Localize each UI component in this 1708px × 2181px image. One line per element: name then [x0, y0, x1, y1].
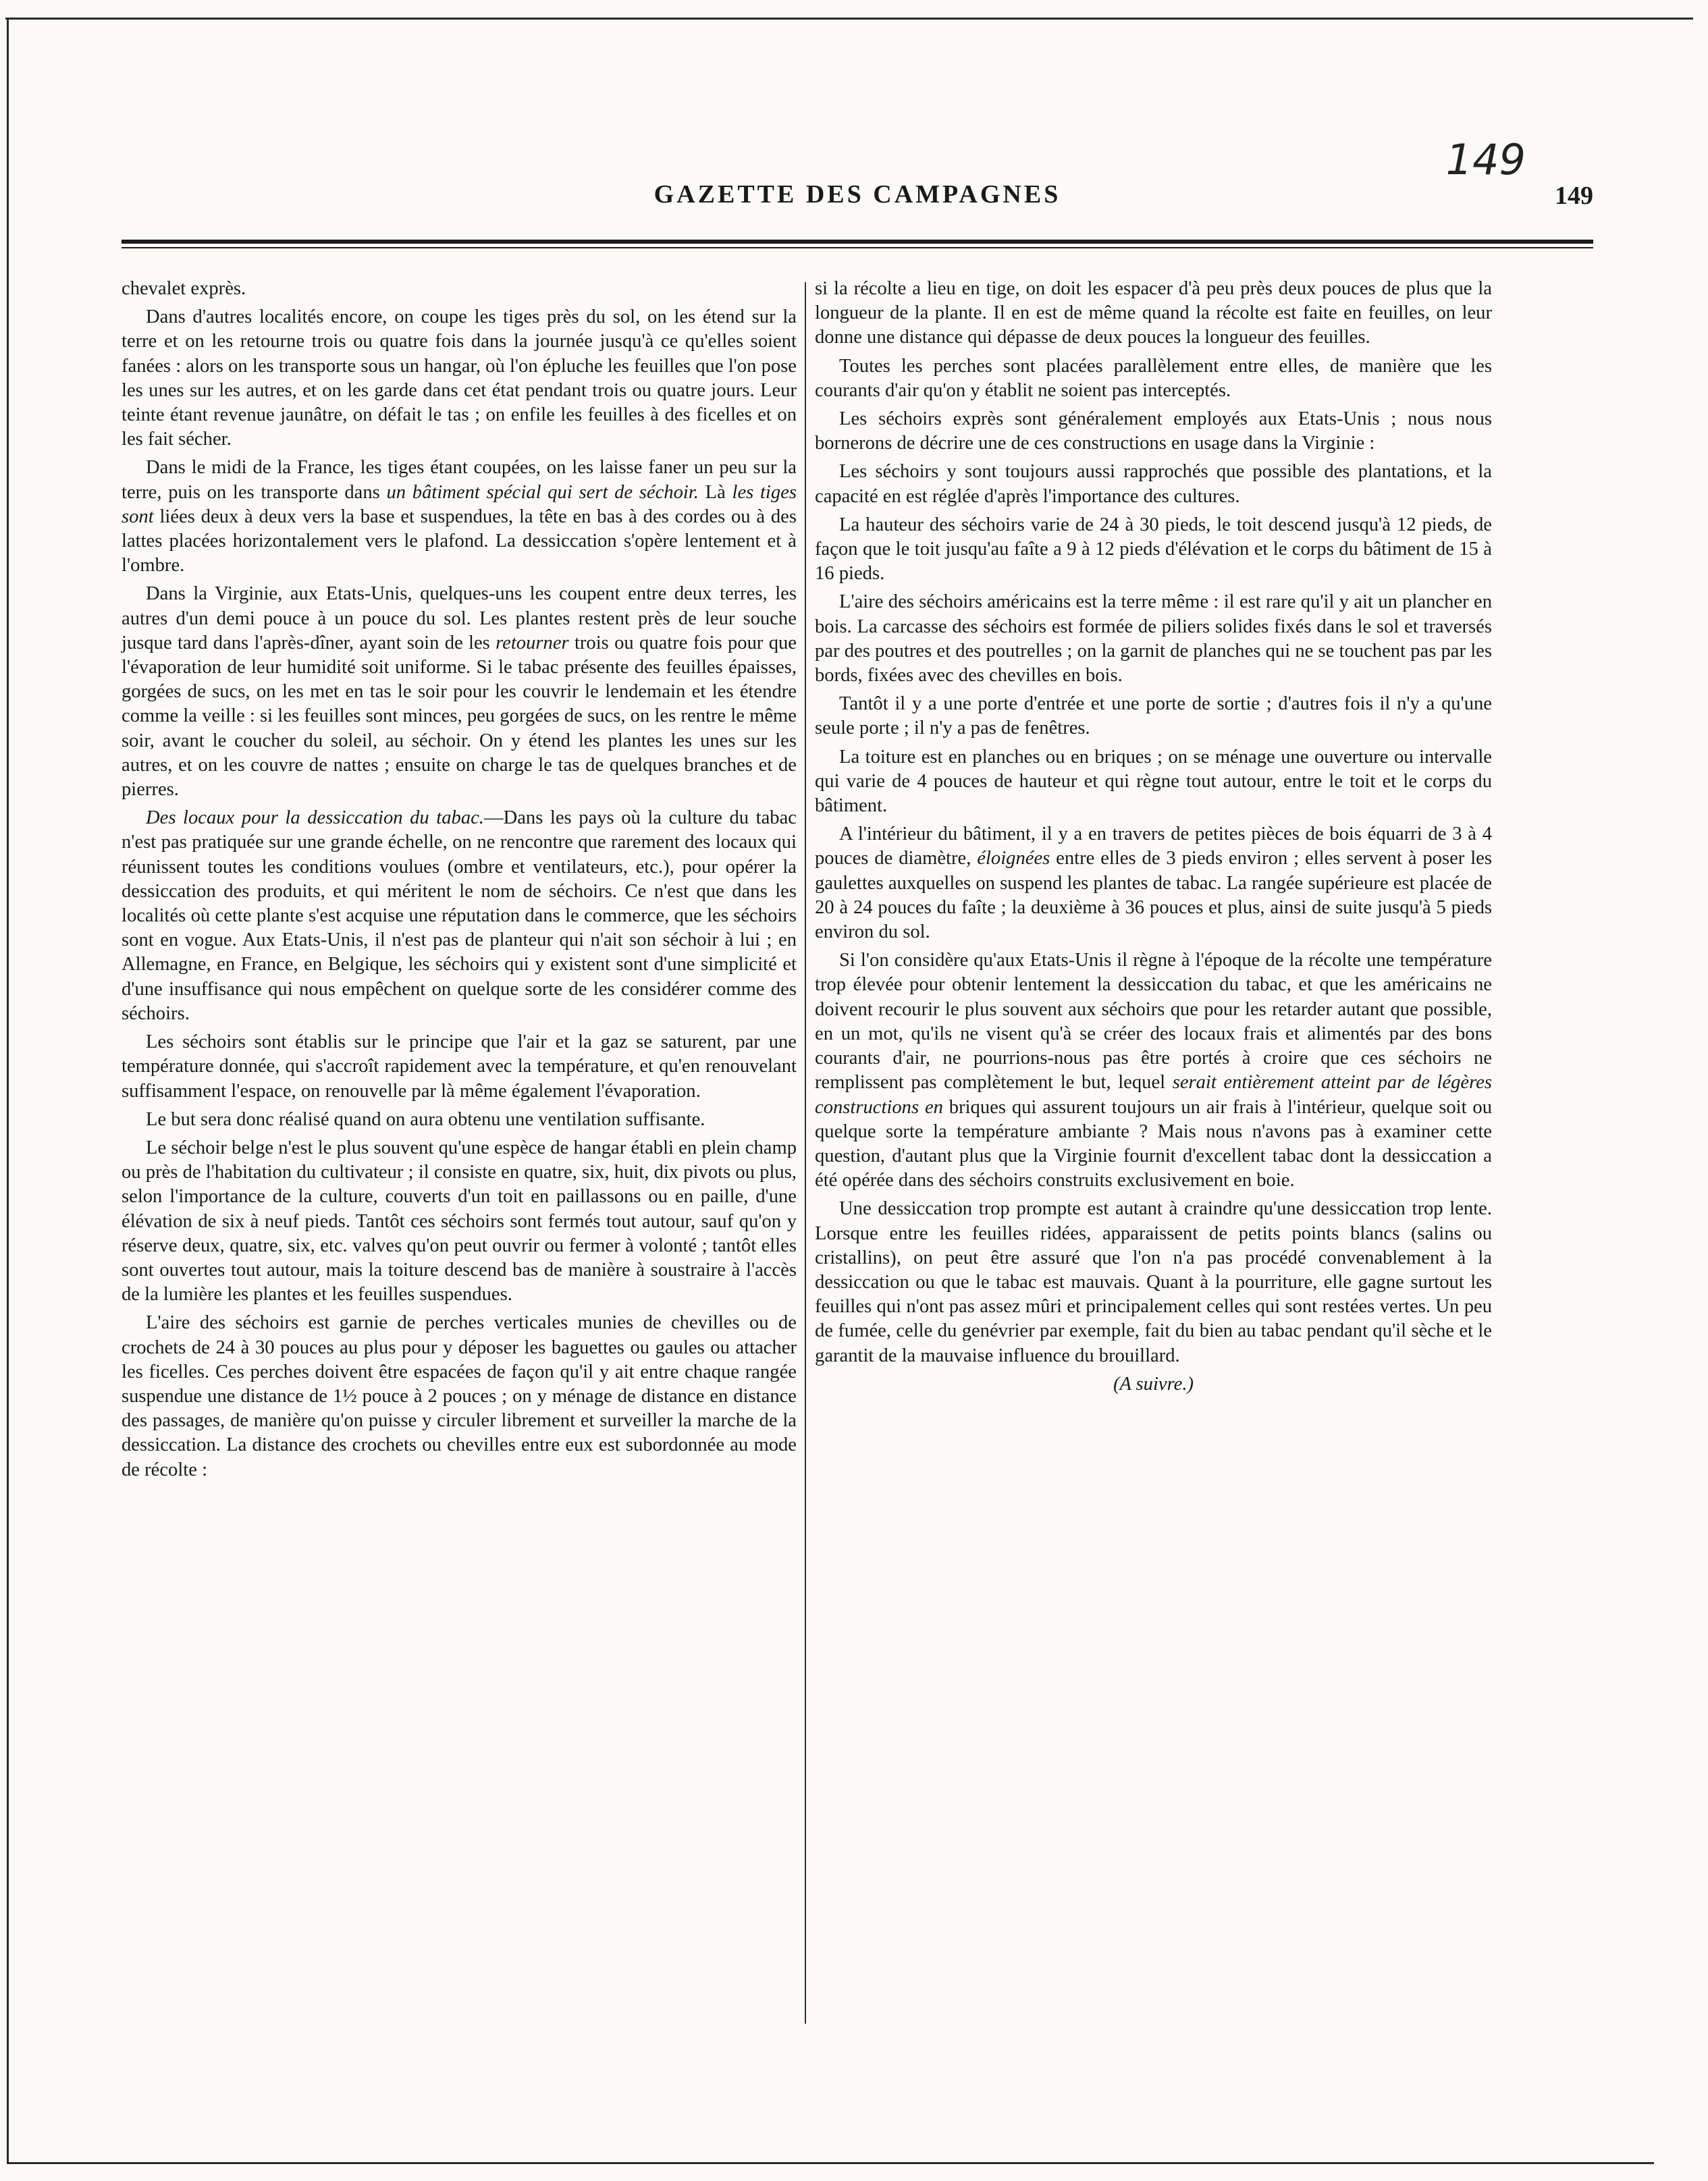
paragraph: si la récolte a lieu en tige, on doit les espacer d'à peu près deux pouces de plus que la longueur de la plante. Il en est de même quand la récolte est faite en feuilles, on leur donne une distance qui dépasse de deux pouces la longueur des feuilles. — [815, 278, 1492, 348]
paragraph: Dans d'autres localités encore, on coupe les tiges près du sol, on les étend sur la terre et on les retourne trois ou quatre fois dans la journée jusqu'à ce qu'elles soient fanées : alors on les transporte sous un hangar, où l'on épluche les feuilles que l'on pose les unes sur les autres, et on les garde dans cet état pendant trois ou quatre jours. Leur teinte étant revenue jaunâtre, on défait le tas ; on enfile les feuilles à des ficelles et on les fait sécher. — [122, 306, 797, 450]
page-border-left — [7, 18, 9, 2164]
paragraph — [122, 806, 797, 1026]
header-rule-thick — [122, 240, 1593, 244]
header-rule-thin — [122, 247, 1593, 248]
italic-phrase: Des locaux pour la dessiccation du tabac. — [146, 807, 484, 829]
paragraph — [815, 948, 1492, 1193]
paragraph: L'aire des séchoirs est garnie de perches verticales munies de chevilles ou de crochets de 24 à 30 pouces au plus pour y déposer les baguettes ou gaules ou attacher les ficelles. Ces perches doivent être espacées de façon qu'il y ait entre chaque rangée suspendue une distance de 1½ pouce à 2 pouces ; on y ménage de distance en distance des passages, de manière qu'on puisse y circuler librement et surveiller la marche de la dessiccation. La distance des crochets ou chevilles entre eux est subordonnée au mode de récolte : — [122, 1312, 797, 1480]
paragraph: La hauteur des séchoirs varie de 24 à 30 pieds, le toit descend jusqu'à 12 pieds, de façon que le toit jusqu'au faîte a 9 à 12 pieds d'élévation et le corps du bâtiment de 15 à 16 pieds. — [815, 514, 1492, 585]
paragraph: Les séchoirs sont établis sur le principe que l'air et la gaz se saturent, par une température donnée, qui s'accroît rapidement avec la température, et qu'en renouvelant suffisamment l'espace, on renouvelle par là même également l'évaporation. — [122, 1031, 797, 1102]
paragraph: La toiture est en planches ou en briques ; on se ménage une ouverture ou intervalle qui varie de 4 pouces de hauteur et qui règne tout autour, entre le toit et le corps du bâtiment. — [815, 746, 1492, 817]
paragraph — [815, 822, 1492, 944]
text-run: liées deux à deux vers la base et suspendues, la tête en bas à des cordes ou à des lattes placées horizontalement vers le plafond. La dessiccation s'opère lentement et à l'ombre. — [122, 506, 797, 576]
page-border-bottom — [7, 2162, 1654, 2164]
continued-note: (A suivre.) — [1113, 1373, 1194, 1395]
paragraph: Une dessiccation trop prompte est autant à craindre qu'une dessiccation trop lente. Lorsque entre les feuilles ridées, apparaissent de petits points blancs (salins ou cristallins), on peut être assuré que l'on n'a pas procédé convenablement à la dessiccation ou que le tabac est mauvais. Quant à la pourriture, elle gagne surtout les feuilles qui n'ont pas assez mûri et principalement celles qui sont restées vertes. Un peu de fumée, celle du genévrier par exemple, fait du bien au tabac pendant qu'il sèche et le garantit de la mauvaise influence du brouillard. — [815, 1198, 1492, 1366]
paragraph: Les séchoirs y sont toujours aussi rapprochés que possible des plantations, et la capacité en est réglée d'après l'importance des cultures. — [815, 461, 1492, 507]
paragraph: Le but sera donc réalisé quand on aura obtenu une ventilation suffisante. — [146, 1108, 705, 1130]
page-header — [122, 177, 1593, 217]
text-run: briques qui assurent toujours un air frais à l'intérieur, quelque soit ou quelque sorte la température ambiante ? Mais nous n'avons pas à examiner cette question, d'autant plus que la Virginie fournit d'excellent tabac dont la dessiccation a été opérée dans des séchoirs construits exclusivement en boie. — [815, 1096, 1492, 1191]
right-column — [815, 277, 1492, 1401]
paragraph: Tantôt il y a une porte d'entrée et une porte de sortie ; d'autres fois il n'y a qu'une seule porte ; il n'y a pas de fenêtres. — [815, 693, 1492, 739]
italic-phrase: les tiges sont — [122, 481, 797, 527]
page-border-top — [5, 18, 1693, 20]
paragraph — [122, 456, 797, 578]
page-number: 149 — [1555, 182, 1593, 210]
paragraph: chevalet exprès. — [122, 278, 246, 299]
handwritten-page-number: 149 — [1445, 135, 1526, 184]
paragraph — [122, 582, 797, 802]
text-run: —Dans les pays où la culture du tabac n'est pas pratiquée sur une grande échelle, on ne rencontre que rarement des locaux qui réunissent toutes les conditions voulues (ombre et ventilateurs, etc.), pour opérer la dessiccation des produits, et qui méritent le nom de séchoirs. Ce n'est que dans les localités où cette plante s'est acquise une réputation dans le commerce, que les séchoirs sont en vogue. Aux Etats-Unis, il n'est pas de planteur qui n'ait son séchoir à lui ; en Allemagne, en France, en Belgique, les séchoirs qui y existent sont d'une simplicité et d'une insuffisance qui nous empêchent on quelque sorte de les considérer comme des séchoirs. — [122, 807, 797, 1024]
paragraph: Le séchoir belge n'est le plus souvent qu'une espèce de hangar établi en plein champ ou près de l'habitation du cultivateur ; il consiste en quatre, six, huit, dix pivots ou plus, selon l'importance de la culture, couverts d'un toit en paillassons ou en paille, d'une élévation de six à neuf pieds. Tantôt ces séchoirs sont fermés tout autour, sauf qu'on y réserve deux, quatre, six, etc. valves qu'on peut ouvrir ou fermer à volonté ; tantôt elles sont ouvertes tout autour, mais la toiture descend bas de manière à soustraire à l'accès de la lumière les plantes et les feuilles suspendues. — [122, 1137, 797, 1305]
page-title: GAZETTE DES CAMPAGNES — [653, 180, 1061, 209]
text-run: Là — [698, 481, 732, 503]
text-run: entre elles de 3 pieds environ ; elles servent à poser les gaulettes auxquelles on suspend les plantes de tabac. La rangée supérieure est placée de 20 à 24 pouces du faîte ; la deuxième à 36 pouces et plus, ainsi de suite jusqu'à 5 pieds environ du sol. — [815, 848, 1492, 943]
paragraph: Toutes les perches sont placées parallèlement entre elles, de manière que les courants d'air qu'on y établit ne soient pas interceptés. — [815, 355, 1492, 401]
italic-phrase: serait entièrement atteint par de légères constructions en — [815, 1072, 1492, 1118]
italic-phrase: un bâtiment spécial qui sert de séchoir. — [386, 481, 699, 503]
italic-phrase: éloignées — [977, 848, 1050, 869]
paragraph: L'aire des séchoirs américains est la terre même : il est rare qu'il y ait un plancher en bois. La carcasse des séchoirs est formée de piliers solides fixés dans le sol et traversés par des poutres et des poutrelles ; on la garnit de planches qui ne se touchent pas par les bords, fixées avec des chevilles en bois. — [815, 591, 1492, 686]
text-run: trois ou quatre fois pour que l'évaporation de leur humidité soit uniforme. Si le tabac présente des feuilles épaisses, gorgées de sucs, on les met en tas le soir pour les couvrir le lendemain et les étendre comme la veille : si les feuilles sont minces, peu gorgées de sucs, on les rentre le même soir, avant le coucher du soleil, au séchoir. On y étend les plantes les unes sur les autres, et on les couvre de nattes ; ensuite on charge le tas de quelques branches et de pierres. — [122, 632, 797, 801]
paragraph: Les séchoirs exprès sont généralement employés aux Etats-Unis ; nous nous bornerons de décrire une de ces constructions en usage dans la Virginie : — [815, 408, 1492, 454]
text-run: Dans le midi de la France, les tiges étant coupées, on les laisse faner un peu sur la terre, puis on les transporte dans — [122, 457, 797, 503]
text-run: Dans la Virginie, aux Etats-Unis, quelques-uns les coupent entre deux terres, les autres d'un demi pouce à un pouce du sol. Les plantes restent près de leur souche jusque tard dans l'après-dîner, ayant soin de les — [122, 583, 797, 653]
italic-phrase: retourner — [496, 632, 569, 653]
left-column — [122, 277, 797, 1486]
column-divider — [805, 282, 806, 2024]
text-run: Si l'on considère qu'aux Etats-Unis il règne à l'époque de la récolte une température trop élevée pour obtenir lentement la dessiccation du tabac, et que les américains ne doivent recourir le plus souvent aux séchoirs que pour les retarder autant que possible, en un mot, qu'ils ne visent qu'à se créer des locaux frais et alimentés par des bons courants d'air, ne pourrions-nous pas être portés à croire que ces séchoirs ne remplissent pas complètement le but, lequel — [815, 950, 1492, 1094]
text-run: A l'intérieur du bâtiment, il y a en travers de petites pièces de bois équarri de 3 à 4 pouces de diamètre, — [815, 824, 1492, 869]
